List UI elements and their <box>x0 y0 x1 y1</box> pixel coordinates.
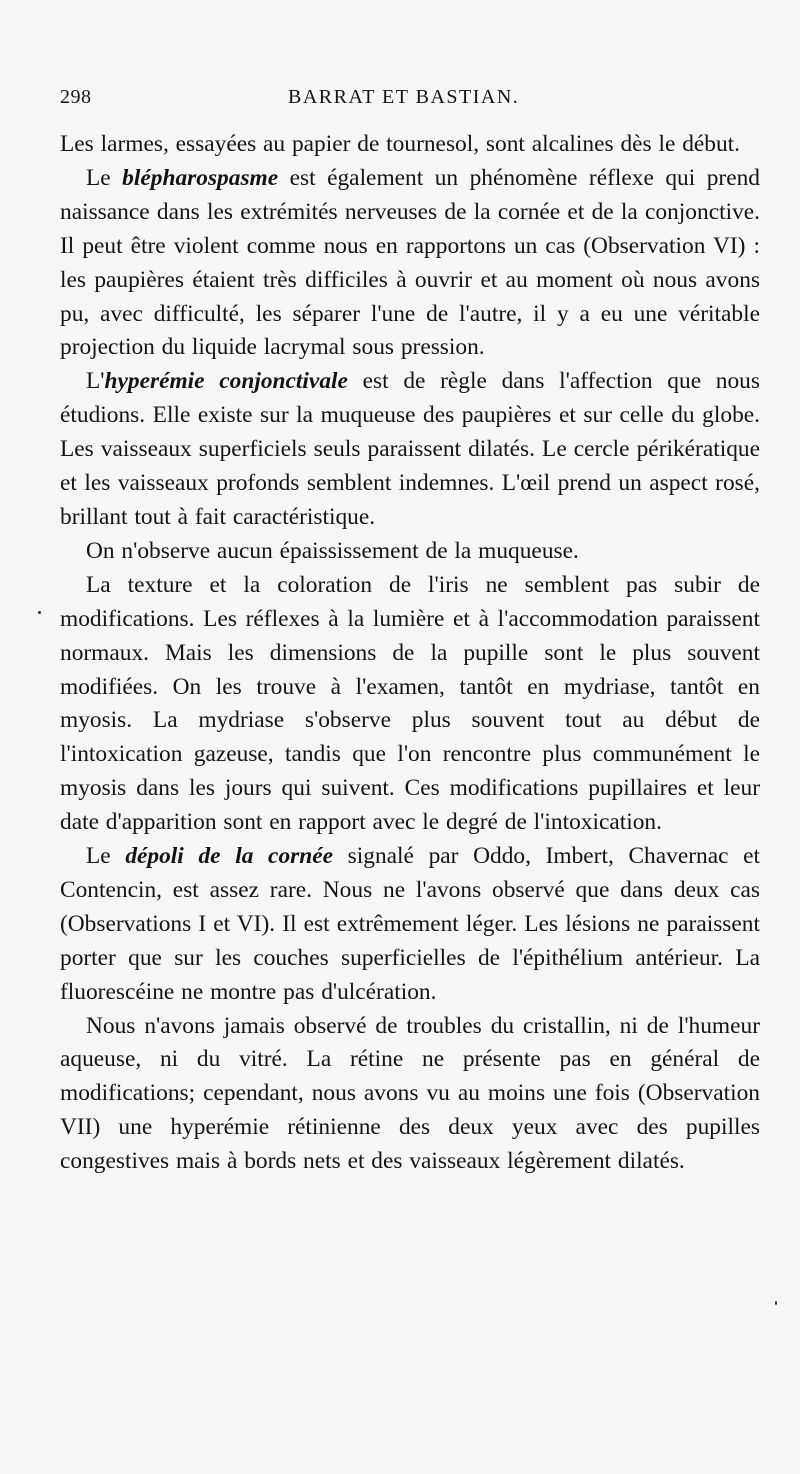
paragraph <box>60 1010 760 1180</box>
italic-term: dépoli de la cornée <box>125 843 334 870</box>
text-run: L' <box>86 368 105 395</box>
paragraph <box>60 535 760 569</box>
page-number: 298 <box>60 86 92 108</box>
paragraph <box>60 162 760 365</box>
body-text <box>60 128 760 1179</box>
text-run: est de règle dans l'affection que nous étudions. Elle existe sur la muqueuse des paupières et sur celle du globe. Les vaisseaux superficiels seuls paraissent dilatés. Le cercle périkératique et les vaisseaux profonds semblent indemnes. L'œil prend un aspect rosé, brillant tout à fait caractéristique. <box>60 368 760 530</box>
text-run: Les larmes, essayées au papier de tournesol, sont alcalines dès le début. <box>60 131 741 157</box>
text-run: La texture et la coloration de l'iris ne semblent pas subir de modifications. Les réflexes à la lumière et à l'accommodation paraissent normaux. Mais les dimensions de la pupille sont le plus souvent modifiées. On les trouve à l'examen, tantôt en mydriase, tantôt en myosis. La mydriase s'observe plus souvent tout au début de l'intoxication gazeuse, tandis que l'on rencontre plus communément le myosis dans les jours qui suivent. Ces modifications pupillaires et leur date d'apparition sont en rapport avec le degré de l'intoxication. <box>60 571 760 836</box>
text-run: est également un phénomène réflexe qui prend naissance dans les extrémités nerveuses de la cornée et de la conjonctive. Il peut être violent comme nous en rapportons un cas (Observation VI) : les paupières étaient très difficiles à ouvrir et au moment où nous avons pu, avec difficulté, les séparer l'une de l'autre, il y a eu une véritable projection du liquide lacrymal sous pression. <box>60 164 760 361</box>
page-header <box>60 86 760 116</box>
italic-term: hyperémie conjonctivale <box>104 368 348 395</box>
paragraph <box>60 365 760 535</box>
text-run: On n'observe aucun épaississement de la muqueuse. <box>86 537 579 564</box>
italic-term: blépharospasme <box>122 164 279 191</box>
paragraph <box>60 569 760 840</box>
paragraph <box>60 840 760 1010</box>
paper-speck <box>775 1301 777 1305</box>
text-run: signalé par Oddo, Imbert, Chavernac et Contencin, est assez rare. Nous ne l'avons observé que dans deux cas (Observations I et VI). Il est extrêmement léger. Les lésions ne paraissent porter que sur les couches superficielles de l'épithélium antérieur. La fluorescéine ne montre pas d'ulcération. <box>60 843 760 1005</box>
text-run: Nous n'avons jamais observé de troubles du cristallin, ni de l'humeur aqueuse, ni du vitré. La rétine ne présente pas en général de modifications; cependant, nous avons vu au moins une fois (Observation VII) une hyperémie rétinienne des deux yeux avec des pupilles congestives mais à bords nets et des vaisseaux légèrement dilatés. <box>60 1012 760 1175</box>
paper-speck <box>38 611 41 614</box>
text-run: Le <box>86 164 123 191</box>
text-run: Le <box>86 843 126 870</box>
paragraph <box>60 128 760 162</box>
running-head: BARRAT ET BASTIAN. <box>288 86 520 108</box>
